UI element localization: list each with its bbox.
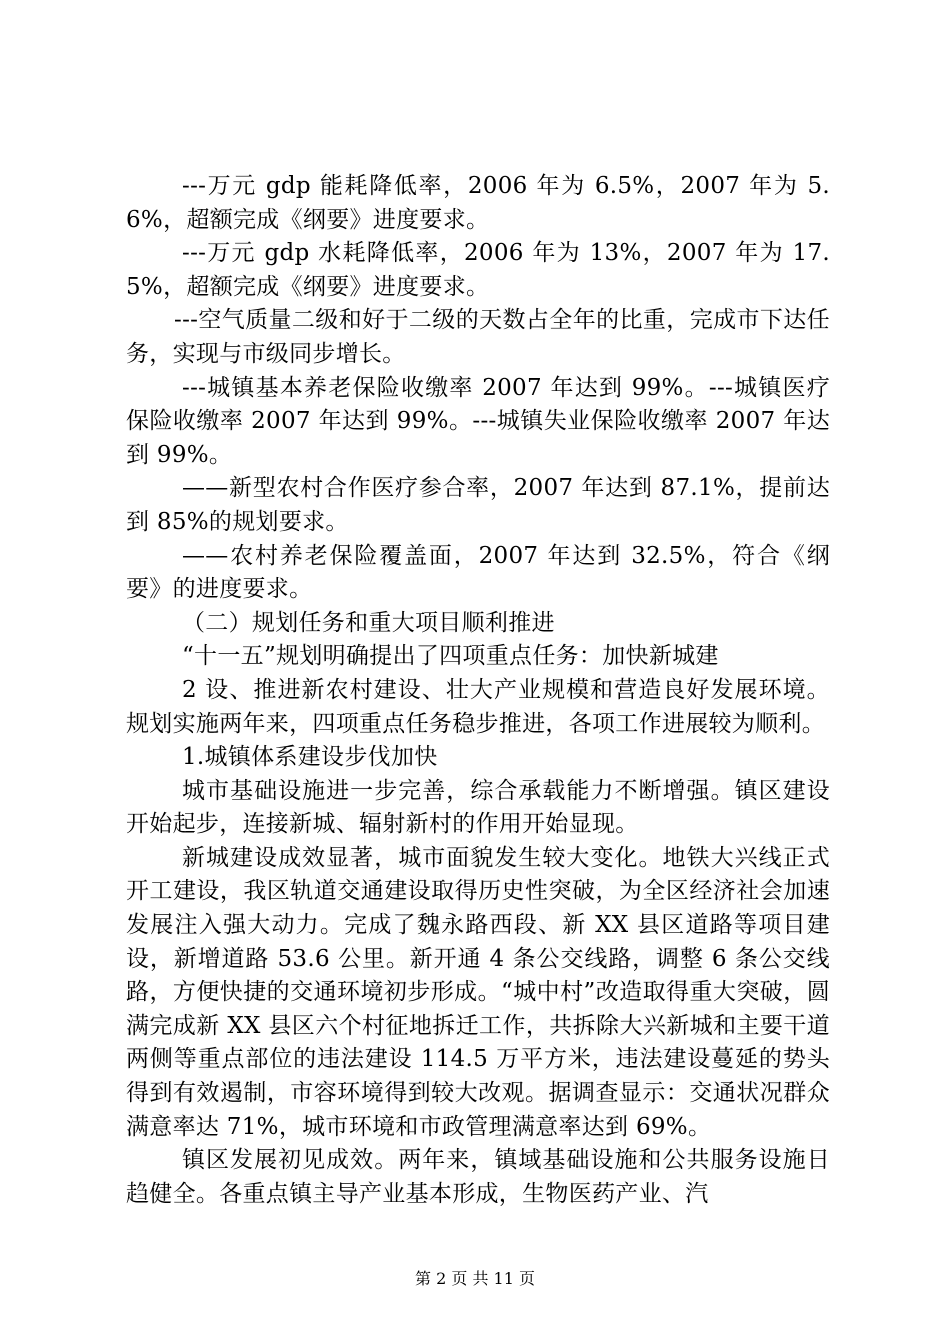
paragraph-energy-consumption: ---万元 gdp 能耗降低率，2006 年为 6.5%，2007 年为 5.6%，超额完成《纲要》进度要求。 (126, 173, 830, 233)
subsection-heading: 1.城镇体系建设步伐加快 (182, 744, 438, 771)
paragraph-insurance-collection: ---城镇基本养老保险收缴率 2007 年达到 99%。---城镇医疗保险收缴率 2007 年达到 99%。---城镇失业保险收缴率 2007 年达到 99%。 (126, 374, 830, 468)
paragraph-water-consumption: ---万元 gdp 水耗降低率，2006 年为 13%，2007 年为 17.5%，超额完成《纲要》进度要求。 (126, 240, 830, 300)
paragraph-key-tasks: “十一五”规划明确提出了四项重点任务：加快新城建 (182, 643, 719, 670)
paragraph-infrastructure: 城市基础设施进一步完善，综合承载能力不断增强。镇区建设开始起步，连接新城、辐射新村的作用开始显现。 (126, 777, 830, 838)
paragraph-town-development: 镇区发展初见成效。两年来，镇域基础设施和公共服务设施日趋健全。各重点镇主导产业基本形成，生物医药产业、汽 (126, 1147, 830, 1207)
paragraph-air-quality: ---空气质量二级和好于二级的天数占全年的比重，完成市下达任务，实现与市级同步增长。 (126, 307, 830, 367)
section-heading: （二）规划任务和重大项目顺利推进 (182, 609, 555, 636)
page-footer: 第 2 页 共 11 页 (415, 1269, 535, 1288)
paragraph-new-city: 新城建设成效显著，城市面貌发生较大变化。地铁大兴线正式开工建设，我区轨道交通建设取得历史性突破，为全区经济社会加速发展注入强大动力。完成了魏永路西段、新 XX 县区道路等项目建设，新增道路 53.6 公里。新开通 4 条公交线路，调整 6 条公交线路，方便快捷的交通环境初步形成。“城中村”改造取得重大突破，圆满完成新 XX 县区六个村征地拆迁工作，共拆除大兴新城和主要干道两侧等重点部位的违法建设 114.5 万平方米，违法建设蔓延的势头得到有效遏制，市容环境得到较大改观。据调查显示：交通状况群众满意率达 71%，城市环境和市政管理满意率达到 69%。 (126, 844, 830, 1140)
paragraph-rural-pension: ——农村养老保险覆盖面，2007 年达到 32.5%，符合《纲要》的进度要求。 (126, 542, 830, 603)
body-text (126, 170, 830, 1211)
paragraph-key-tasks-cont: 2 设、推进新农村建设、壮大产业规模和营造良好发展环境。规划实施两年来，四项重点任务稳步推进，各项工作进展较为顺利。 (126, 676, 830, 737)
paragraph-rural-medical: ——新型农村合作医疗参合率，2007 年达到 87.1%，提前达到 85%的规划要求。 (126, 475, 830, 535)
